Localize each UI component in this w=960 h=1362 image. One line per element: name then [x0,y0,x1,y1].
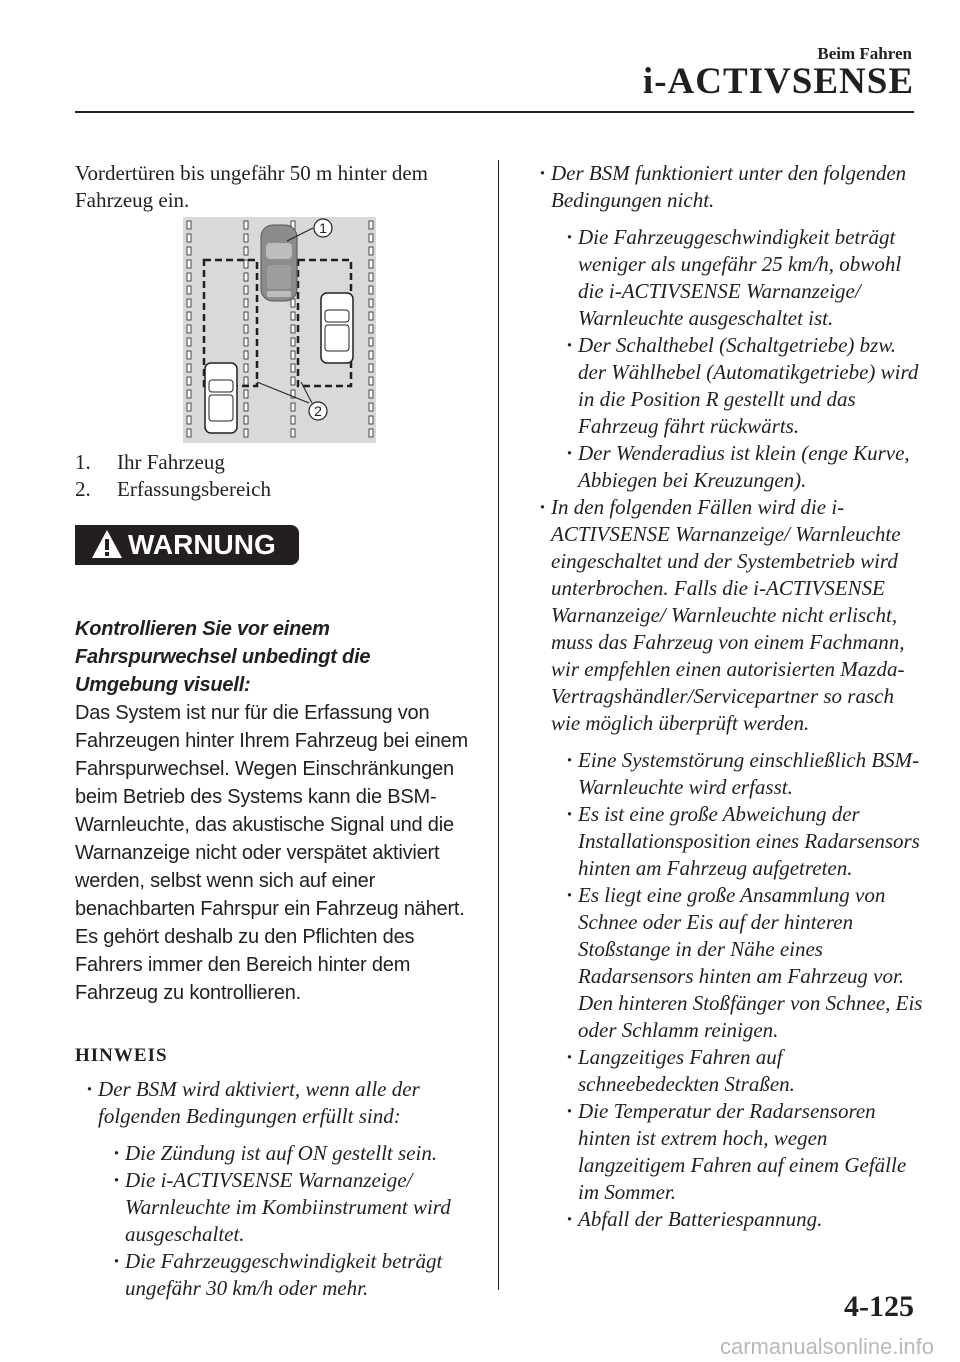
lane-marking [369,429,373,437]
lane-marking [369,273,373,281]
lane-marking [244,416,248,424]
lane-marking [369,299,373,307]
lane-marking [187,312,191,320]
lane-marking [187,377,191,385]
lane-marking [369,260,373,268]
lane-marking [187,338,191,346]
lane-marking [187,403,191,411]
note-label: HINWEIS [75,1045,168,1066]
marker-2 [309,402,327,420]
lane-marking [369,377,373,385]
right-column [528,160,928,1233]
lane-marking [369,221,373,229]
note-subitem: · Der Schalthebel (Schaltgetriebe) bzw. der Wählhebel (Automatikgetriebe) wird in die Position R gestellt und das Fahrzeug fährt rückwärts. [555,332,928,440]
column-divider [498,160,499,1290]
lane-marking [244,429,248,437]
lane-marking [369,403,373,411]
lane-marking [187,286,191,294]
lane-marking [244,403,248,411]
lane-marking [244,260,248,268]
lane-marking [369,351,373,359]
warning-badge [75,525,299,565]
note-subitem: · Der Wenderadius ist klein (enge Kurve, Abbiegen bei Kreuzungen). [555,440,928,494]
caption-item: 2. Erfassungsbereich [75,477,271,501]
lane-marking [369,364,373,372]
lane-marking [291,377,295,385]
note-left-items [75,1076,475,1302]
lane-marking [291,351,295,359]
marker-1 [314,219,332,237]
note-subitem: · Die Fahrzeuggeschwindigkeit beträgt ungefähr 30 km/h oder mehr. [102,1248,475,1302]
vehicle-right-lane [321,293,353,363]
lane-marking [291,403,295,411]
lane-marking [369,325,373,333]
lane-marking [244,247,248,255]
section-header: Beim Fahren [817,44,912,63]
lane-marking [291,325,295,333]
marker-1-label: 1 [319,220,327,236]
marker-2-label: 2 [314,403,322,419]
own-vehicle [261,225,297,301]
lane-marking [187,299,191,307]
note-subitem: · Eine Systemstörung einschließlich BSM-Warnleuchte wird erfasst. [555,747,928,801]
figure-captions [75,449,475,503]
lane-marking [244,221,248,229]
lane-marking [244,364,248,372]
lane-marking [291,299,295,307]
lane-marking [291,429,295,437]
lane-marking [187,416,191,424]
note-subitem: · Die Temperatur der Radarsensoren hinten ist extrem hoch, wegen langzeitigem Fahren auf einem Gefälle im Sommer. [555,1098,928,1206]
lane-marking [244,273,248,281]
lane-marking [369,312,373,320]
lane-marking [244,312,248,320]
lane-marking [187,273,191,281]
lane-marking [244,338,248,346]
lane-marking [244,351,248,359]
lane-marking [187,351,191,359]
lane-marking [369,247,373,255]
warning-text [75,615,475,1007]
page-number: 4-125 [844,1290,914,1323]
lane-marking [187,325,191,333]
note-item: · Der BSM funktioniert unter den folgenden Bedingungen nicht. [528,160,928,214]
caption-item: 1. Ihr Fahrzeug [75,450,225,474]
intro-text: Vordertüren bis ungefähr 50 m hinter dem Fahrzeug ein. [75,161,429,212]
note-subitem: · Es liegt eine große Ansammlung von Schnee oder Eis auf der hinteren Stoßstange in der Nähe eines Radarsensors hinten am Fahrzeug vor. Den hinteren Stoßfänger von Schnee, Eis oder Schlamm reinigen. [555,882,928,1044]
lane-marking [291,364,295,372]
lane-marking [369,390,373,398]
lane-marking [244,299,248,307]
lane-marking [187,429,191,437]
lane-marking [187,234,191,242]
vehicle-left-lane [205,363,237,433]
note-subitem: · Die i-ACTIVSENSE Warnanzeige/ Warnleuchte im Kombiinstrument wird ausgeschaltet. [102,1167,475,1248]
lane-marking [291,338,295,346]
bsm-figure [183,217,376,443]
lane-marking [187,247,191,255]
lane-marking [291,312,295,320]
watermark: carmanualsonline.info [719,1334,934,1359]
lane-marking [187,221,191,229]
header-rule [75,111,914,113]
note-subitem: · Die Zündung ist auf ON gestellt sein. [102,1140,475,1167]
note-subitem: · Abfall der Batteriespannung. [555,1206,928,1233]
lane-marking [369,286,373,294]
left-column [75,160,475,1302]
note-subitem: · Die Fahrzeuggeschwindigkeit beträgt weniger als ungefähr 25 km/h, obwohl die i-ACTIVSENSE Warnanzeige/ Warnleuchte ausgeschaltet ist. [555,224,928,332]
lane-marking [187,390,191,398]
note-subitem: · Es ist eine große Abweichung der Installationsposition eines Radarsensors hinten am Fahrzeug aufgetreten. [555,801,928,882]
lane-marking [244,390,248,398]
lane-marking [369,338,373,346]
lane-marking [369,416,373,424]
lane-marking [187,260,191,268]
warning-body: Das System ist nur für die Erfassung von Fahrzeugen hinter Ihrem Fahrzeug bei einem Fahrspurwechsel. Wegen Einschränkungen beim Betrieb des Systems kann die BSM-Warnleuchte, das akustische Signal und die Warnanzeige nicht oder verspätet aktiviert werden, selbst wenn sich auf einer benachbarten Fahrspur ein Fahrzeug nähert. Es gehört deshalb zu den Pflichten des Fahrers immer den Bereich hinter dem Fahrzeug zu kontrollieren. [75,702,468,1004]
warning-label: WARNUNG [128,529,276,560]
note-item: · In den folgenden Fällen wird die i-ACTIVSENSE Warnanzeige/ Warnleuchte eingeschaltet und der Systembetrieb wird unterbrochen. Falls die i-ACTIVSENSE Warnanzeige/ Warnleuchte nicht erlischt, muss das Fahrzeug von einem Fachmann, wir empfehlen einen autorisierten Mazda-Vertragshändler/Servicepartner so rasch wie möglich überprüft werden. [528,494,928,737]
note-subitem: · Langzeitiges Fahren auf schneebedeckten Straßen. [555,1044,928,1098]
warning-heading: Kontrollieren Sie vor einem Fahrspurwechsel unbedingt die Umgebung visuell: [75,618,371,696]
bsm-detection-diagram [183,217,376,443]
lane-marking [244,325,248,333]
lane-marking [187,364,191,372]
lane-marking [244,286,248,294]
chapter-title: i-ACTIVSENSE [642,61,914,102]
lane-marking [369,234,373,242]
lane-marking [291,416,295,424]
warning-icon [90,528,124,562]
lane-marking [244,234,248,242]
note-item: · Der BSM wird aktiviert, wenn alle der folgenden Bedingungen erfüllt sind: [75,1076,475,1130]
lane-marking [244,377,248,385]
